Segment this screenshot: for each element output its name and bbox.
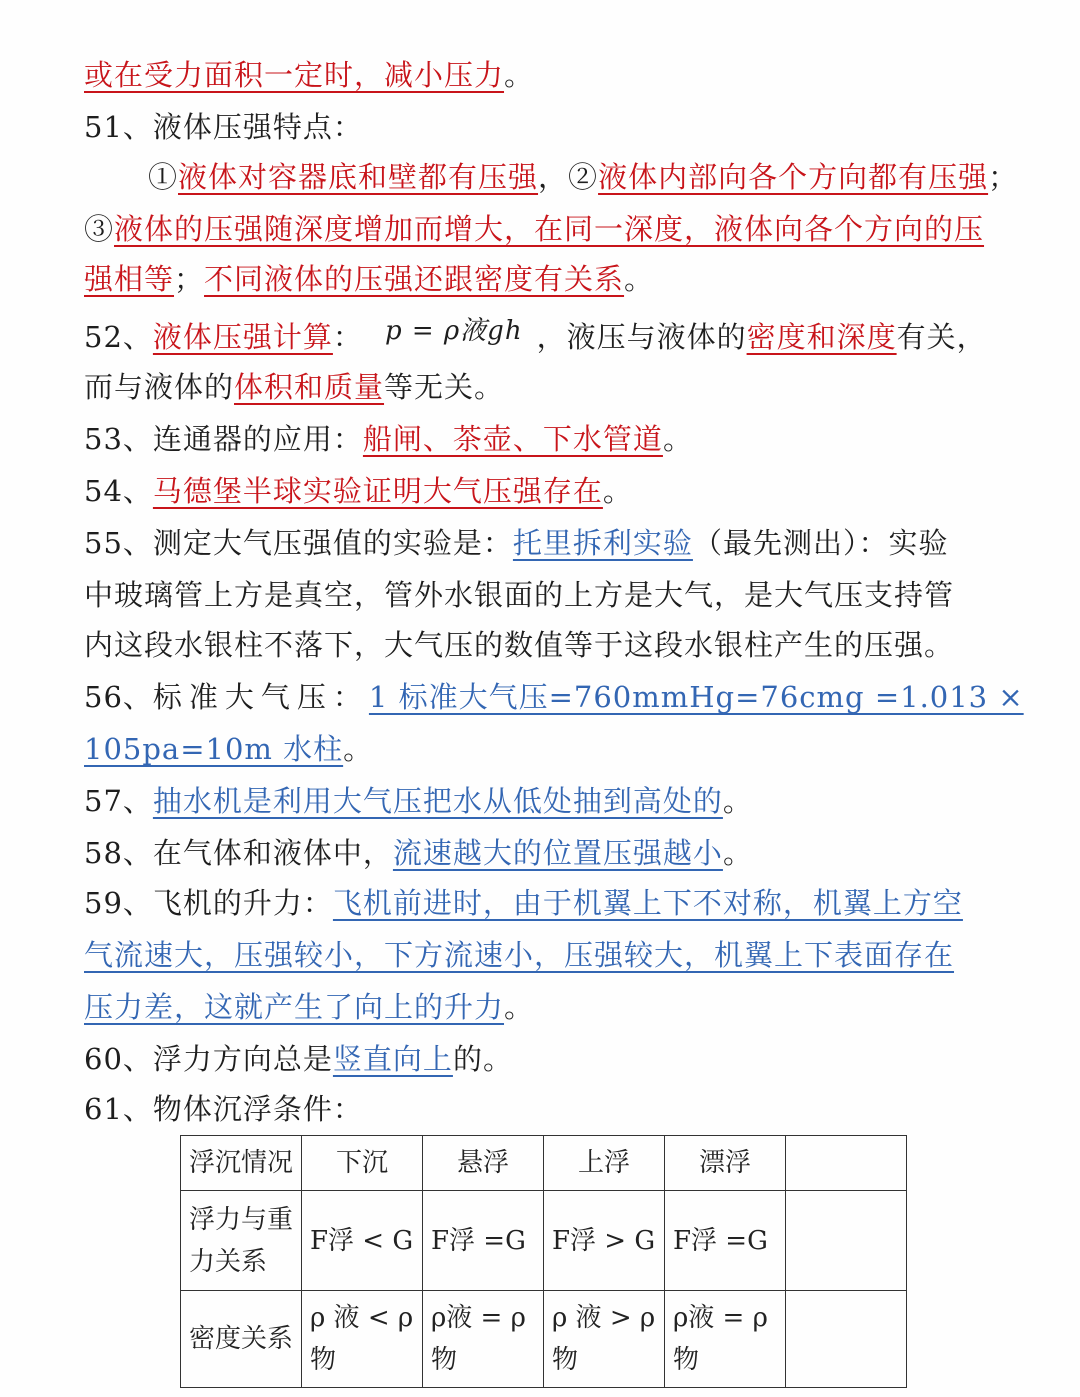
- table-cell: 悬浮: [423, 1136, 544, 1191]
- blue-text: 压力差，这就产生了向上的升力: [84, 990, 505, 1024]
- item-54: [84, 472, 1010, 510]
- table-cell: F浮 =G: [423, 1191, 544, 1291]
- item-number: 53、: [84, 422, 153, 456]
- item-number: 57、: [84, 784, 153, 818]
- item-title: 液体压强特点：: [152, 110, 363, 144]
- red-text: 不同液体的压强还跟密度有关系: [204, 262, 625, 296]
- table-header-row: [181, 1136, 907, 1191]
- blue-text: 竖直向上: [332, 1042, 453, 1076]
- text: 连通器的应用：: [152, 422, 363, 456]
- table-cell: 浮力与重力关系: [181, 1191, 302, 1291]
- text: 在气体和液体中，: [152, 836, 393, 870]
- blue-text: 抽水机是利用大气压把水从低处抽到高处的: [152, 784, 723, 818]
- item-52: [84, 318, 1010, 358]
- item-number: 51、: [84, 110, 153, 144]
- table-cell: ρ 液 < ρ物: [302, 1291, 423, 1388]
- text: 标准大气压：: [152, 680, 369, 714]
- item-55: [84, 524, 1010, 562]
- item-59-cont1: [84, 936, 1010, 974]
- buoyancy-table: [180, 1135, 907, 1388]
- table-cell: [786, 1191, 907, 1291]
- item-number: 60、: [84, 1042, 153, 1076]
- item-number: 52、: [84, 320, 153, 354]
- item-title: 物体沉浮条件：: [152, 1092, 363, 1126]
- circled-3: ③: [84, 212, 115, 246]
- red-text: 或在受力面积一定时，减小压力: [84, 58, 505, 92]
- item-number: 58、: [84, 836, 153, 870]
- item-number: 59、: [84, 886, 153, 920]
- punct: ；: [988, 160, 1019, 194]
- red-text: 马德堡半球实验证明大气压强存在: [152, 474, 603, 508]
- item-56-cont: [84, 730, 1010, 768]
- table-row: [181, 1191, 907, 1291]
- item-56: [84, 678, 1024, 716]
- table-cell: ρ液 = ρ物: [665, 1291, 786, 1388]
- text: 而与液体的: [84, 370, 235, 404]
- punct: 。: [343, 732, 374, 766]
- table-cell: [786, 1136, 907, 1191]
- table-cell: [786, 1291, 907, 1388]
- punct: 。: [662, 422, 693, 456]
- blue-text: 飞机前进时，由于机翼上下不对称，机翼上方空: [332, 886, 963, 920]
- text: ，液压与液体的: [536, 320, 747, 354]
- punct: 。: [504, 58, 535, 92]
- red-text: 液体内部向各个方向都有压强: [598, 160, 989, 194]
- line-50-end: [84, 56, 1010, 94]
- item-59-cont2: [84, 988, 1010, 1026]
- punct: 。: [504, 990, 535, 1024]
- red-text: 体积和质量: [234, 370, 385, 404]
- red-text: 液体对容器底和壁都有压强: [178, 160, 539, 194]
- table-cell: ρ液 = ρ物: [423, 1291, 544, 1388]
- item-51: [84, 108, 1010, 146]
- text: 测定大气压强值的实验是：: [152, 526, 513, 560]
- text: 飞机的升力：: [152, 886, 333, 920]
- item-57: [84, 782, 1010, 820]
- text: 浮力方向总是: [152, 1042, 333, 1076]
- table-cell: F浮 =G: [665, 1191, 786, 1291]
- table-cell: ρ 液 > ρ物: [544, 1291, 665, 1388]
- punct: ，: [538, 160, 569, 194]
- item-number: 56、: [84, 680, 153, 714]
- item-51-point3: [84, 210, 1010, 248]
- item-61: [84, 1090, 1010, 1128]
- blue-text: 气流速大，压强较小，下方流速小，压强较大，机翼上下表面存在: [84, 938, 955, 972]
- circled-2: ②: [568, 160, 599, 194]
- punct: 。: [722, 836, 753, 870]
- punct: ；: [174, 262, 205, 296]
- item-number: 61、: [84, 1092, 153, 1126]
- red-text: 强相等: [84, 262, 175, 296]
- table-cell: 漂浮: [665, 1136, 786, 1191]
- blue-text: 1 标准大气压=760mmHg=76cmg =1.013 ×: [368, 680, 1024, 714]
- item-55-cont1: 中玻璃管上方是真空，管外水银面的上方是大气，是大气压支持管: [84, 578, 955, 612]
- item-55-cont2: 内这段水银柱不落下，大气压的数值等于这段水银柱产生的压强。: [84, 628, 955, 662]
- table-cell: F浮 > G: [544, 1191, 665, 1291]
- table-cell: 浮沉情况: [181, 1136, 302, 1191]
- punct: 。: [624, 262, 655, 296]
- item-52-cont: [84, 368, 1010, 406]
- table-cell: F浮 < G: [302, 1191, 423, 1291]
- item-number: 55、: [84, 526, 153, 560]
- circled-1: ①: [148, 160, 179, 194]
- text: 有关，: [896, 320, 987, 354]
- item-58: [84, 834, 1010, 872]
- pressure-formula: p = ρ液gh: [384, 316, 523, 346]
- blue-text: 105pa=10m 水柱: [84, 732, 344, 766]
- item-60: [84, 1040, 1010, 1078]
- text: 等无关。: [384, 370, 505, 404]
- punct: 。: [722, 784, 753, 818]
- table-row: [181, 1291, 907, 1388]
- table-cell: 密度关系: [181, 1291, 302, 1388]
- item-59: [84, 884, 1010, 922]
- red-text: 密度和深度: [746, 320, 897, 354]
- item-51-points: [148, 158, 1019, 196]
- item-number: 54、: [84, 474, 153, 508]
- punct: 。: [602, 474, 633, 508]
- item-53: [84, 420, 1010, 458]
- red-text: 液体压强计算: [152, 320, 333, 354]
- punct: ：: [332, 320, 363, 354]
- blue-text: 流速越大的位置压强越小: [392, 836, 723, 870]
- item-51-point3-cont: [84, 260, 1010, 298]
- red-text: 船闸、茶壶、下水管道: [362, 422, 663, 456]
- blue-text: 托里拆利实验: [512, 526, 693, 560]
- text: （最先测出）：实验: [692, 526, 949, 560]
- table-cell: 上浮: [544, 1136, 665, 1191]
- table-cell: 下沉: [302, 1136, 423, 1191]
- red-text: 液体的压强随深度增加而增大，在同一深度，液体向各个方向的压: [114, 212, 985, 246]
- text: 的。: [452, 1042, 513, 1076]
